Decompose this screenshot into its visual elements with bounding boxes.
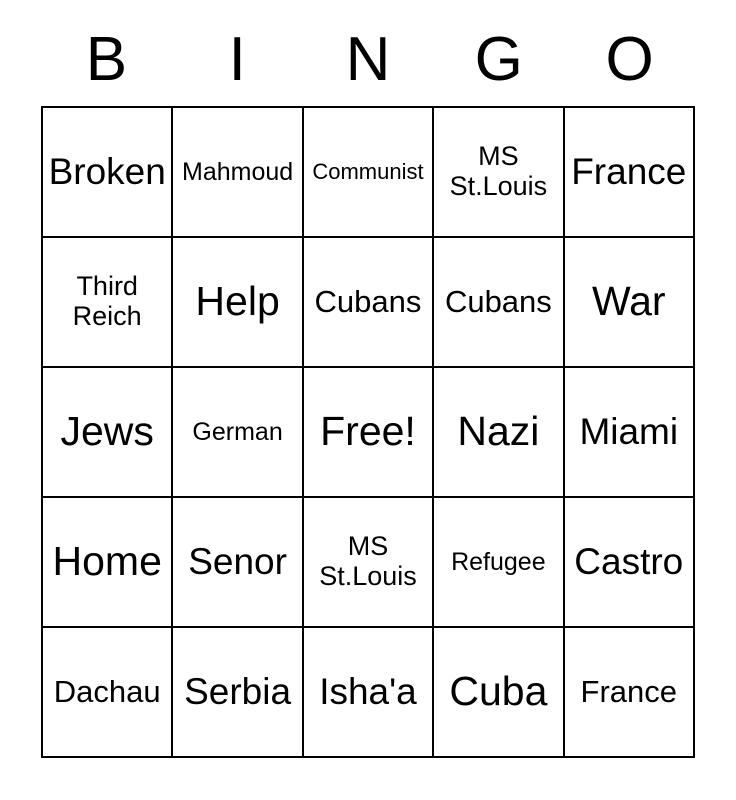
bingo-cell[interactable] — [172, 107, 302, 237]
bingo-header — [41, 0, 695, 96]
bingo-cell-label: Isha'a — [319, 671, 417, 713]
bingo-header-letter-g: G — [474, 25, 523, 94]
bingo-cell[interactable] — [564, 367, 694, 497]
bingo-cell-label: Senor — [188, 541, 287, 583]
bingo-cell-label: Home — [52, 538, 162, 585]
bingo-cell-label: Miami — [579, 411, 679, 453]
bingo-cell[interactable] — [564, 627, 694, 757]
bingo-header-letter-b: B — [85, 25, 128, 94]
bingo-cell[interactable] — [172, 237, 302, 367]
bingo-cell[interactable] — [172, 497, 302, 627]
bingo-header-letter-i: I — [228, 25, 246, 94]
bingo-row — [42, 107, 694, 237]
bingo-cell[interactable] — [42, 497, 172, 627]
bingo-cell-label: Serbia — [184, 671, 292, 713]
bingo-cell[interactable] — [433, 627, 563, 757]
bingo-cell-label: France — [580, 673, 678, 709]
bingo-cell[interactable] — [42, 367, 172, 497]
bingo-cell-label: Dachau — [53, 673, 161, 709]
bingo-cell[interactable] — [433, 107, 563, 237]
bingo-cell-label: German — [192, 417, 283, 446]
bingo-cell[interactable] — [433, 237, 563, 367]
bingo-cell-label: Broken — [48, 151, 166, 193]
bingo-cell-label: MS St.Louis — [449, 141, 548, 201]
bingo-cell[interactable] — [42, 237, 172, 367]
bingo-cell[interactable] — [303, 237, 433, 367]
bingo-cell[interactable] — [564, 497, 694, 627]
bingo-cell[interactable] — [433, 497, 563, 627]
bingo-cell-label: Cubans — [314, 283, 422, 319]
bingo-cell[interactable] — [564, 107, 694, 237]
bingo-cell-label: MS St.Louis — [319, 531, 417, 591]
bingo-cell[interactable] — [42, 627, 172, 757]
bingo-cell-label: France — [571, 151, 687, 193]
bingo-cell[interactable] — [172, 367, 302, 497]
bingo-cell-label: Help — [195, 278, 280, 325]
bingo-cell[interactable] — [433, 367, 563, 497]
bingo-cell-label: War — [591, 278, 666, 325]
bingo-cell-label: Cuba — [449, 668, 548, 715]
bingo-cell-label: Jews — [60, 408, 154, 455]
bingo-cell-label: Free! — [320, 408, 416, 455]
bingo-cell[interactable] — [303, 627, 433, 757]
bingo-cell-label: Nazi — [457, 408, 540, 455]
bingo-header-letter-o: O — [605, 25, 654, 94]
bingo-row — [42, 497, 694, 627]
bingo-cell[interactable] — [303, 497, 433, 627]
bingo-cell-label: Mahmoud — [182, 157, 294, 186]
bingo-cell[interactable] — [303, 107, 433, 237]
bingo-cell[interactable] — [564, 237, 694, 367]
bingo-cell[interactable] — [172, 627, 302, 757]
bingo-grid — [41, 106, 695, 758]
bingo-header-letter-n: N — [345, 25, 391, 94]
bingo-cell-label: Communist — [312, 159, 424, 185]
bingo-cell-label: Refugee — [451, 547, 546, 576]
bingo-cell-label: Castro — [574, 541, 684, 583]
bingo-cell-label: Third Reich — [72, 271, 142, 331]
bingo-row — [42, 237, 694, 367]
bingo-cell-free[interactable] — [303, 367, 433, 497]
bingo-cell[interactable] — [42, 107, 172, 237]
bingo-row — [42, 627, 694, 757]
bingo-cell-label: Cubans — [444, 283, 552, 319]
bingo-row — [42, 367, 694, 497]
